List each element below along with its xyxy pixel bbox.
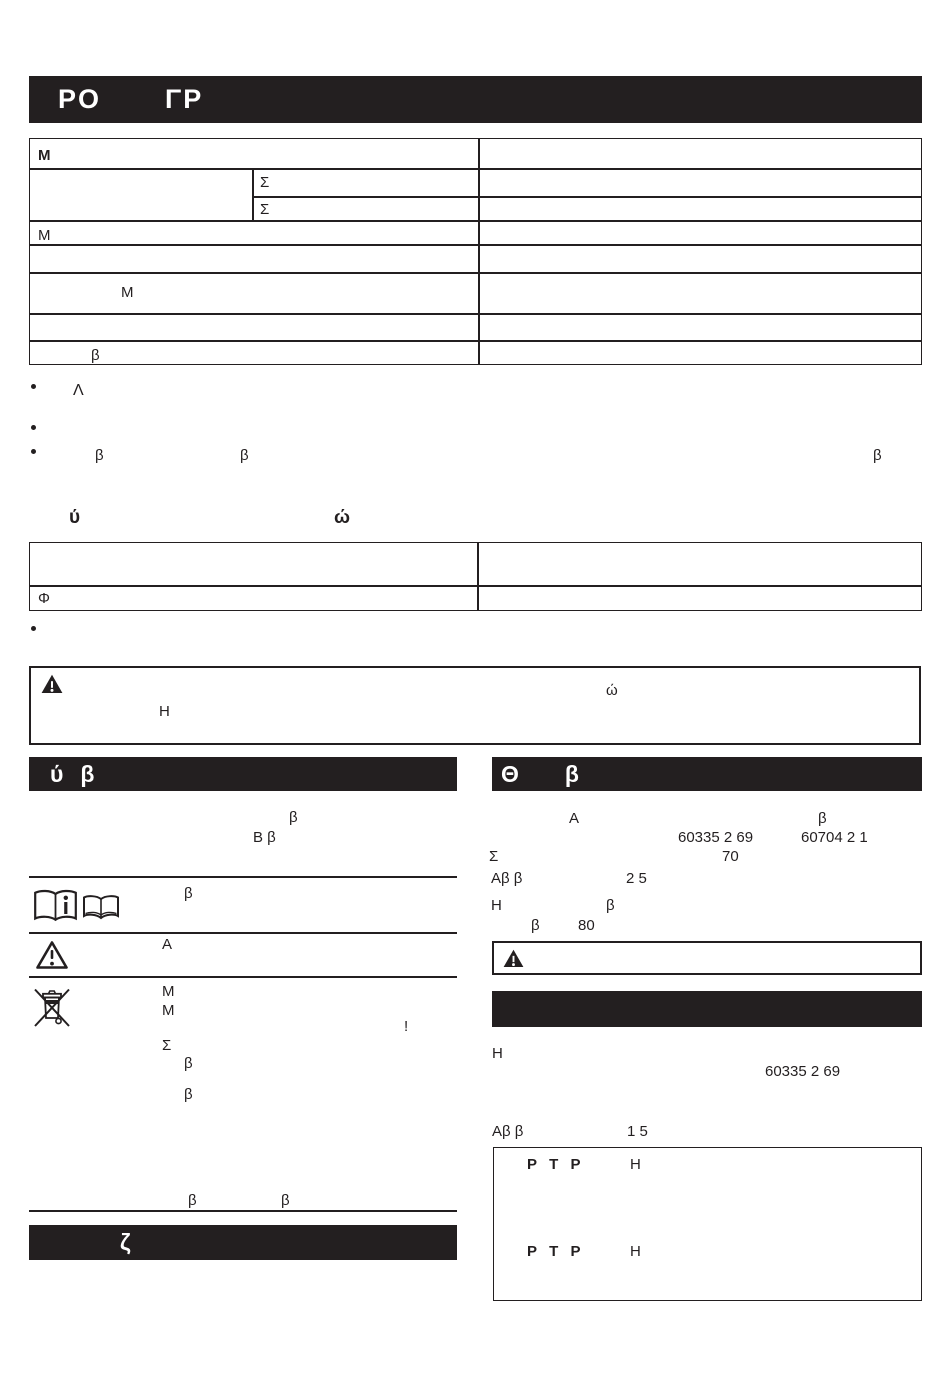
left-footer-bar <box>29 1225 457 1260</box>
weee-text-line4: Σ <box>162 1037 172 1054</box>
spec-row6-label: Μ <box>121 284 134 301</box>
spec-row1-label: Μ <box>38 147 51 164</box>
left-note-frag1: β <box>188 1192 197 1209</box>
right-section-title-part1: Θ <box>501 760 519 787</box>
left-footer-label: ζ <box>120 1229 131 1255</box>
right-caution-box <box>492 941 922 975</box>
weee-text-line3: ! <box>404 1018 409 1035</box>
table-line <box>30 272 921 274</box>
bullet-marker <box>31 425 36 430</box>
info-box-row2-text: Η <box>630 1243 641 1260</box>
caution-box <box>29 666 921 745</box>
table-line <box>252 196 921 198</box>
info-box-row1-label: Ρ Τ Ρ <box>527 1156 582 1173</box>
right-line3-frag2: 70 <box>722 848 739 865</box>
table-line <box>30 220 921 222</box>
right-line5-frag1: Η <box>491 897 502 914</box>
right-line4-frag2: 2 5 <box>626 870 647 887</box>
subheading-part2: ώ <box>334 507 351 528</box>
table-line <box>30 585 921 587</box>
right-section-header <box>492 757 922 791</box>
subheading-part1: ύ <box>69 507 81 528</box>
table-line <box>477 543 479 610</box>
bullet3-frag3: β <box>873 447 882 464</box>
accessories-table <box>29 542 922 611</box>
bullet3-frag2: β <box>240 447 249 464</box>
page-title-bar <box>29 76 922 123</box>
right-line1-frag1: Α <box>569 810 580 827</box>
spec-row3-label: Σ <box>260 201 270 218</box>
spec-row2-label: Σ <box>260 174 270 191</box>
divider <box>29 932 457 934</box>
right-line1-frag2: β <box>818 810 827 827</box>
weee-text-line5: β <box>184 1055 193 1072</box>
weee-text-line1: Μ <box>162 983 175 1000</box>
table-line <box>30 168 921 170</box>
right-line6-frag1: β <box>531 917 540 934</box>
page-title-part2: ΓΡ <box>165 84 204 114</box>
right-line3-frag1: Σ <box>489 848 499 865</box>
left-section-title-part1: ύ <box>50 760 64 787</box>
spec-table <box>29 138 922 365</box>
right-line4-frag1: Αβ β <box>491 870 523 887</box>
table-line <box>30 313 921 315</box>
manual-symbol-label: β <box>184 885 193 902</box>
warning-triangle-icon <box>41 674 63 694</box>
bullet3-frag1: β <box>95 447 104 464</box>
bullet-marker <box>31 449 36 454</box>
right-info-box <box>493 1147 922 1301</box>
table-line <box>30 244 921 246</box>
right-line5-frag2: β <box>606 897 615 914</box>
accessories-row2-label: Φ <box>38 590 50 607</box>
warning-triangle-outline-icon <box>36 940 68 970</box>
spec-row8-label: β <box>91 347 100 364</box>
spec-row4-label: Μ <box>38 227 51 244</box>
left-note-frag2: β <box>281 1192 290 1209</box>
divider <box>29 1210 457 1212</box>
weee-crossed-bin-icon <box>33 984 71 1028</box>
warning-triangle-icon <box>503 949 524 968</box>
left-section-title-part2: β <box>80 760 95 787</box>
right-standard-2: 60704 2 1 <box>801 829 868 846</box>
caution-line1: ώ <box>606 682 618 699</box>
right-black-bar <box>492 991 922 1027</box>
left-intro-line1: β <box>289 809 298 826</box>
divider <box>29 976 457 978</box>
right-line9-frag1: Αβ β <box>492 1123 524 1140</box>
right-standard-1: 60335 2 69 <box>678 829 754 846</box>
right-section-title-part2: β <box>564 760 579 787</box>
info-box-row2-label: Ρ Τ Ρ <box>527 1243 582 1260</box>
bullet1-text: Λ <box>73 382 84 399</box>
table-line <box>478 139 480 364</box>
bullet-marker <box>31 626 36 631</box>
left-section-header <box>29 757 457 791</box>
weee-text-line2: Μ <box>162 1002 175 1019</box>
right-line7: Η <box>492 1045 503 1062</box>
right-line9-frag2: 1 5 <box>627 1123 648 1140</box>
table-line <box>252 168 254 220</box>
bullet-marker <box>31 384 36 389</box>
divider <box>29 876 457 878</box>
left-intro-line2: Β β <box>253 829 276 846</box>
right-standard-3: 60335 2 69 <box>765 1063 841 1080</box>
weee-text-line6: β <box>184 1086 193 1103</box>
open-book-info-icon <box>33 889 78 923</box>
table-line <box>30 340 921 342</box>
caution-line2: Η <box>159 703 170 720</box>
right-line6-frag2: 80 <box>578 917 595 934</box>
page-title-part1: ΡΟ <box>58 84 102 114</box>
open-book-icon <box>82 894 120 921</box>
info-box-row1-text: Η <box>630 1156 641 1173</box>
warning-symbol-label: Α <box>162 936 173 953</box>
